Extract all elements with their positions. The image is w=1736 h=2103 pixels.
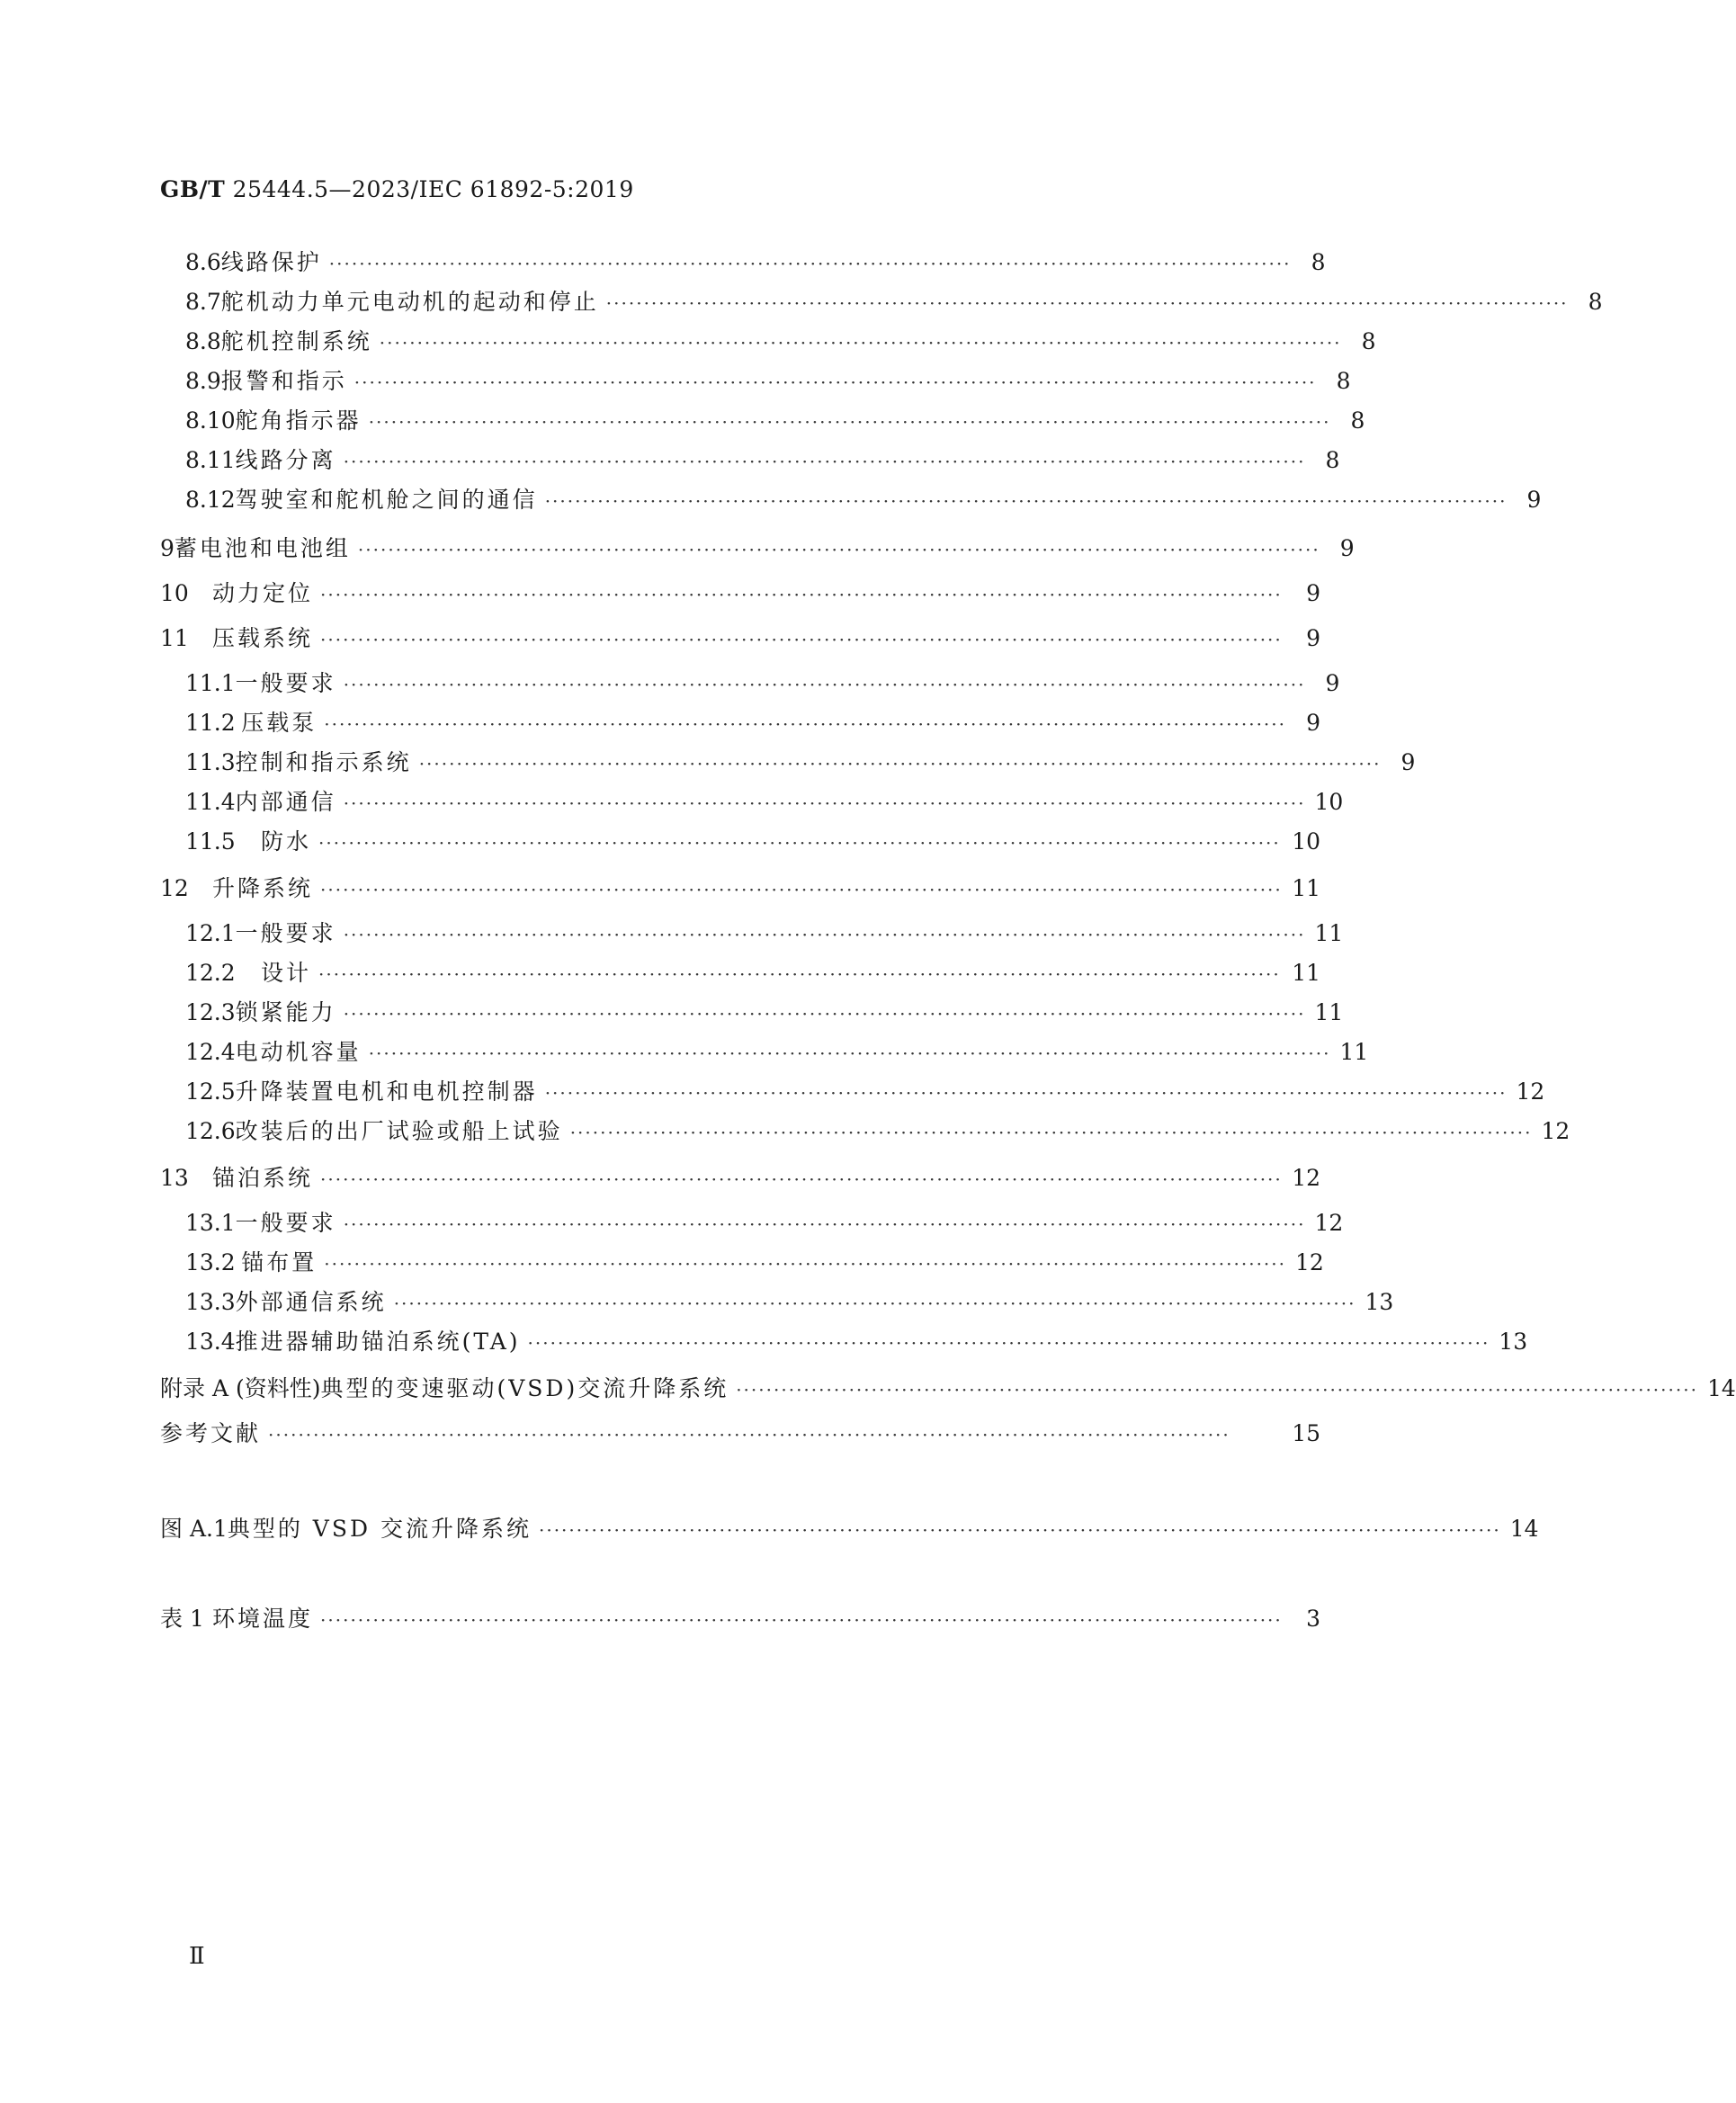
toc-entry-page: 11 [1314,999,1344,1025]
toc-entry-title: 舵机控制系统 [220,328,372,354]
toc-entry[interactable] [160,443,1340,475]
toc-leader-dots: ································································································································ [324,1253,1286,1275]
toc-entry[interactable] [160,1245,1324,1277]
toc-entry-number: 13.2 [185,1249,236,1275]
toc-entry-title: 锚布置 [241,1249,318,1275]
toc-leader-dots: ································································································································ [605,292,1569,314]
toc-leader-dots: ································································································································ [324,713,1286,735]
toc-leader-dots: ································································································································ [318,963,1281,985]
toc-entry[interactable] [160,705,1320,738]
toc-entry-title: 驾驶室和舵机舱之间的通信 [235,487,538,513]
toc-entry-title: 内部通信 [235,789,336,815]
toc-entry-page: 12 [1292,1165,1320,1191]
toc-entry-page: 14 [1509,1516,1539,1542]
toc-entry-page: 8 [1361,328,1376,354]
toc-entry-number: 8.6 [185,249,221,275]
toc-entry-number: 12.4 [185,1039,236,1065]
toc-entry-title: 蓄电池和电池组 [174,535,351,561]
toc-entry-page: 14 [1706,1375,1736,1401]
toc-entry[interactable] [160,1324,1528,1356]
toc-leader-dots: ································································································································ [343,792,1306,814]
toc-entry-number: 11.3 [185,749,236,775]
toc-entry[interactable] [160,531,1355,563]
toc-entry-title: 防水 [261,828,312,855]
toc-entry-page: 9 [1306,580,1320,606]
toc-entry-number: 8.11 [185,447,236,473]
toc-leader-dots: ································································································································ [318,832,1281,854]
toc-entry-title: 舵角指示器 [235,407,362,434]
toc-entry[interactable] [160,576,1320,608]
toc-leader-dots: ································································································································ [353,371,1317,393]
toc-entry-page: 11 [1314,920,1344,946]
toc-entry-page: 12 [1516,1078,1545,1105]
toc-entry-number: 11.2 [185,710,236,736]
toc-leader-dots: ································································································································ [268,1424,1230,1445]
toc-entry[interactable] [160,871,1320,903]
toc-entry-page: 12 [1314,1210,1344,1236]
toc-entry-page: 8 [1336,368,1351,394]
toc-leader-dots: ································································································································ [544,1082,1508,1104]
toc-entry-number: 8.7 [185,289,221,315]
toc-entry[interactable] [160,1284,1394,1317]
toc-entry-number: 参考文献 [160,1420,262,1446]
toc-entry[interactable] [160,363,1351,396]
toc-entry-title: 典型的 VSD 交流升降系统 [227,1516,532,1542]
toc-leader-dots: ································································································································ [343,924,1306,945]
toc-entry-number: 图 A.1 [160,1516,228,1542]
toc-leader-dots: ································································································································ [320,879,1283,900]
toc-leader-dots: ································································································································ [569,1122,1533,1143]
toc-entry-title: 压载系统 [212,625,314,651]
toc-entry-number: 12.1 [185,920,236,946]
toc-entry-number: 11.4 [185,789,236,815]
toc-entry-page: 15 [1292,1420,1320,1446]
toc-entry-number: 11 [160,625,189,651]
toc-entry-number: 9 [160,535,174,561]
standard-prefix: GB/T [160,176,226,202]
toc-leader-dots: ································································································································ [343,1213,1306,1235]
toc-leader-dots: ································································································································ [357,539,1320,560]
toc-entry-number: 8.9 [185,368,221,394]
toc-entry-number: 8.10 [185,407,236,434]
toc-entry[interactable] [160,1371,1736,1403]
toc-entry-page: 12 [1295,1249,1324,1275]
toc-entry-title: 外部通信系统 [235,1289,387,1315]
toc-entry[interactable] [160,1511,1539,1544]
toc-entry-title: 升降系统 [212,875,314,901]
toc-entry-page: 8 [1311,249,1326,275]
toc-entry-page: 11 [1339,1039,1369,1065]
toc-entry[interactable] [160,955,1320,988]
toc-entry-number: 11.1 [185,670,236,696]
toc-entry[interactable] [160,1601,1320,1633]
toc-leader-dots: ································································································································ [544,490,1508,512]
toc-leader-dots: ································································································································ [418,753,1382,774]
toc-entry-page: 9 [1306,710,1320,736]
toc-entry-title: 一般要求 [235,1210,336,1236]
toc-entry-number: 11.5 [185,828,236,855]
toc-entry[interactable] [160,784,1344,817]
toc-entry-page: 11 [1292,960,1320,986]
toc-entry-title: 改装后的出厂试验或船上试验 [235,1118,563,1144]
toc-entry-title: 升降装置电机和电机控制器 [235,1078,538,1105]
toc-entry[interactable] [160,403,1365,435]
toc-entry-number: 13.4 [185,1329,236,1355]
toc-entry-title: 典型的变速驱动(VSD)交流升降系统 [320,1375,729,1401]
toc-entry-title: 一般要求 [235,920,336,946]
toc-entry-page: 12 [1541,1118,1570,1144]
toc-entry[interactable] [160,284,1603,317]
toc-leader-dots: ································································································································ [527,1332,1490,1354]
toc-entry-page: 3 [1306,1606,1320,1632]
toc-entry-page: 9 [1325,670,1340,696]
toc-leader-dots: ································································································································ [328,253,1292,274]
toc-entry[interactable] [160,1205,1344,1238]
toc-entry-title: 压载泵 [241,710,318,736]
toc-entry-title: 控制和指示系统 [235,749,412,775]
toc-entry-page: 8 [1350,407,1365,434]
toc-entry[interactable] [160,1416,1320,1448]
toc-entry-page: 11 [1292,875,1320,901]
toc-entry-page: 8 [1325,447,1340,473]
toc-entry[interactable] [160,666,1340,698]
document-header [160,176,634,202]
toc-entry-page: 13 [1499,1329,1528,1355]
toc-entry-title: 环境温度 [212,1606,314,1632]
toc-entry-number: 13 [160,1165,189,1191]
toc-entry-title: 锁紧能力 [235,999,336,1025]
toc-leader-dots: ································································································································ [320,629,1283,650]
toc-entry-number: 12 [160,875,189,901]
toc-entry-title: 线路分离 [235,447,336,473]
toc-entry-title: 舵机动力单元电动机的起动和停止 [220,289,599,315]
toc-entry-number: 8.8 [185,328,221,354]
toc-leader-dots: ································································································································ [343,1003,1306,1025]
toc-entry[interactable] [160,1034,1369,1067]
toc-entry-number: 12.6 [185,1118,236,1144]
toc-entry-number: 13.1 [185,1210,236,1236]
toc-entry-title: 推进器辅助锚泊系统(TA) [235,1329,521,1355]
toc-entry[interactable] [160,245,1326,277]
toc-entry[interactable] [160,824,1320,856]
toc-entry[interactable] [160,1114,1570,1146]
toc-entry-page: 8 [1588,289,1603,315]
toc-entry[interactable] [160,621,1320,653]
page-number: Ⅱ [189,1943,205,1970]
toc-entry-number: 13.3 [185,1289,236,1315]
toc-entry-title: 设计 [261,960,312,986]
toc-entry-page: 9 [1339,535,1355,561]
toc-entry-number: 12.3 [185,999,236,1025]
toc-leader-dots: ································································································································ [368,1043,1331,1064]
toc-leader-dots: ································································································································ [320,1609,1283,1631]
toc-entry-page: 10 [1292,828,1320,855]
toc-leader-dots: ································································································································ [320,1168,1283,1190]
toc-entry[interactable] [160,916,1344,948]
toc-leader-dots: ································································································································ [368,411,1331,433]
toc-entry-title: 报警和指示 [220,368,347,394]
toc-entry-title: 锚泊系统 [212,1165,314,1191]
toc-entry-number: 8.12 [185,487,236,513]
toc-leader-dots: ································································································································ [736,1379,1698,1401]
toc-entry-page: 9 [1526,487,1542,513]
toc-leader-dots: ································································································································ [343,674,1306,695]
toc-leader-dots: ································································································································ [379,332,1342,353]
toc-entry[interactable] [160,745,1416,777]
toc-entry-number: 附录 A (资料性) [160,1375,321,1401]
toc-entry-title: 动力定位 [212,580,314,606]
toc-leader-dots: ································································································································ [343,451,1306,472]
toc-leader-dots: ································································································································ [393,1293,1356,1314]
toc-entry-number: 表 1 [160,1606,204,1632]
standard-number: 25444.5—2023/IEC 61892-5:2019 [225,176,634,202]
toc-entry-page: 9 [1400,749,1416,775]
toc-entry-number: 10 [160,580,189,606]
toc-entry-number: 12.2 [185,960,236,986]
toc-entry-title: 一般要求 [235,670,336,696]
toc-entry-page: 13 [1365,1289,1394,1315]
toc-leader-dots: ································································································································ [538,1519,1501,1541]
toc-entry[interactable] [160,482,1542,515]
toc-entry[interactable] [160,995,1344,1027]
toc-entry-page: 10 [1314,789,1344,815]
toc-entry[interactable] [160,1074,1545,1106]
toc-entry-page: 9 [1306,625,1320,651]
toc-entry-title: 电动机容量 [235,1039,362,1065]
toc-entry[interactable] [160,324,1376,356]
toc-entry-number: 12.5 [185,1078,236,1105]
toc-leader-dots: ································································································································ [320,584,1283,605]
toc-entry-title: 线路保护 [220,249,322,275]
toc-entry[interactable] [160,1160,1320,1193]
